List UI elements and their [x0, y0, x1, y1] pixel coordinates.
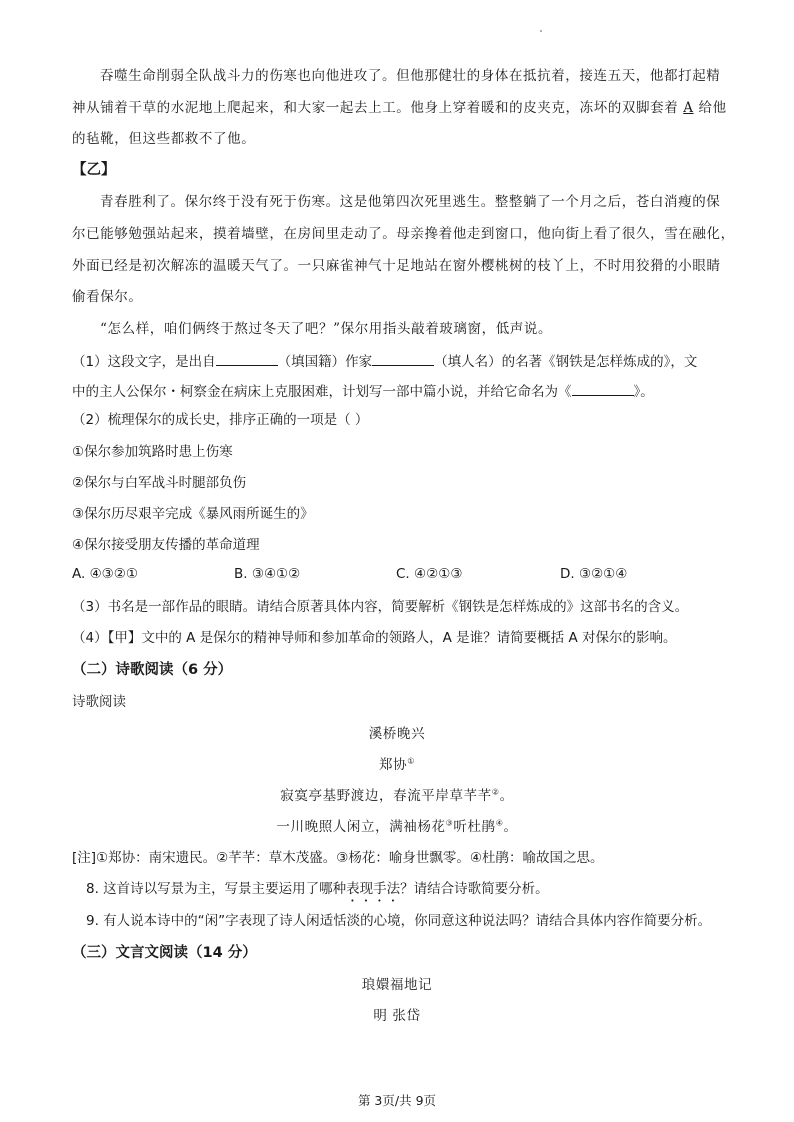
poem-title: 溪桥晚兴	[368, 726, 426, 742]
question-2-item-4: ④保尔接受朋友传播的革命道理	[72, 537, 260, 553]
passage-yi-line-4: 偷看保尔。	[72, 289, 143, 305]
question-2-item-2: ②保尔与白军战斗时腿部负伤	[72, 475, 247, 491]
question-1-line-2: 中的主人公保尔・柯察金在病床上克服困难，计划写一部中篇小说，并给它命名为《 》。	[72, 380, 654, 402]
section-2-subheading: 诗歌阅读	[72, 694, 126, 710]
poem-line-1: 寂寞亭基野渡边，春流平岸草芊芊②。	[280, 787, 514, 804]
question-9: 9. 有人说本诗中的“闲”字表现了诗人闲适恬淡的心境，你同意这种说法吗？请结合具体内容作简要分析。	[86, 913, 712, 929]
scan-speck	[540, 30, 542, 32]
classical-text-author: 明 张岱	[373, 1008, 421, 1024]
passage-yi-line-3: 外面已经是初次解冻的温暖天气了。一只麻雀神气十足地站在窗外樱桃树的枝丫上，不时用狡猾的小眼睛	[72, 258, 721, 274]
page-footer: 第 3页/共 9页	[357, 1093, 437, 1108]
passage-jia-line-2: 神从铺着干草的水泥地上爬起来，和大家一起去上工。他身上穿着暖和的皮夹克，冻坏的双脚套着 A 给他	[72, 100, 727, 116]
poem-notes: [注]①郑协：南宋遗民。②芊芊：草木茂盛。③杨花：喻身世飘零。④杜鹃：喻故国之思。	[72, 850, 604, 866]
section-2-heading: （二）诗歌阅读（6 分）	[72, 662, 233, 678]
classical-text-title: 琅嬛福地记	[361, 977, 433, 993]
emphasized-text: 表现手法	[346, 881, 401, 897]
answer-blank-author[interactable]	[372, 350, 434, 366]
passage-yi-line-2: 尔已能够勉强站起来，摸着墙壁，在房间里走动了。母亲搀着他走到窗口，他向街上看了很久，雪在融化，	[72, 226, 735, 242]
answer-blank-novel-title[interactable]	[572, 380, 634, 396]
option-c[interactable]: C. ④②①③	[396, 566, 463, 582]
passage-yi-line-5: “怎么样，咱们俩终于熬过冬天了吧？”保尔用指头敲着玻璃窗，低声说。	[100, 321, 553, 337]
passage-jia-line-1: 吞噬生命削弱全队战斗力的伤寒也向他进攻了。但他那健壮的身体在抵抗着，接连五天，他都打起精	[100, 68, 721, 84]
note-ref-4: ④	[495, 818, 504, 828]
option-a[interactable]: A. ④③②①	[72, 566, 138, 582]
blank-a: A	[683, 100, 694, 116]
question-2-item-1: ①保尔参加筑路时患上伤寒	[72, 444, 233, 460]
question-2-item-3: ③保尔历尽艰辛完成《暴风雨所诞生的》	[72, 506, 314, 522]
passage-jia-line-3: 的毡靴，但这些都救不了他。	[72, 131, 256, 147]
yi-marker: 【乙】	[72, 162, 116, 178]
poem-line-2: 一川晚照人闲立，满袖杨花③听杜鹃④。	[276, 818, 518, 835]
passage-yi-line-1: 青春胜利了。保尔终于没有死于伤寒。这是他第四次死里逃生。整整躺了一个月之后，苍白消瘦的保	[100, 194, 721, 210]
question-3: （3）书名是一部作品的眼睛。请结合原著具体内容，简要解析《钢铁是怎样炼成的》这部书名的含义。	[72, 599, 689, 615]
note-ref-1: ①	[407, 756, 415, 766]
question-2-stem: （2）梳理保尔的成长史，排序正确的一项是（ ）	[72, 412, 369, 428]
answer-blank-nationality[interactable]	[216, 350, 278, 366]
note-ref-3: ③	[445, 818, 454, 828]
option-b[interactable]: B. ③④①②	[234, 566, 301, 582]
question-1-line-1: （1）这段文字，是出自 （填国籍）作家 （填人名）的名著《钢铁是怎样炼成的》，文	[72, 350, 697, 372]
question-8: 8. 这首诗以写景为主，写景主要运用了哪种表现手法？请结合诗歌简要分析。	[86, 881, 549, 897]
poem-author: 郑协①	[379, 756, 415, 773]
note-ref-2: ②	[491, 787, 500, 797]
section-3-heading: （三）文言文阅读（14 分）	[72, 945, 257, 961]
option-d[interactable]: D. ③②①④	[560, 566, 628, 582]
question-4: （4）【甲】文中的 A 是保尔的精神导师和参加革命的领路人，A 是谁？请简要概括 A 对保尔的影响。	[72, 630, 677, 646]
